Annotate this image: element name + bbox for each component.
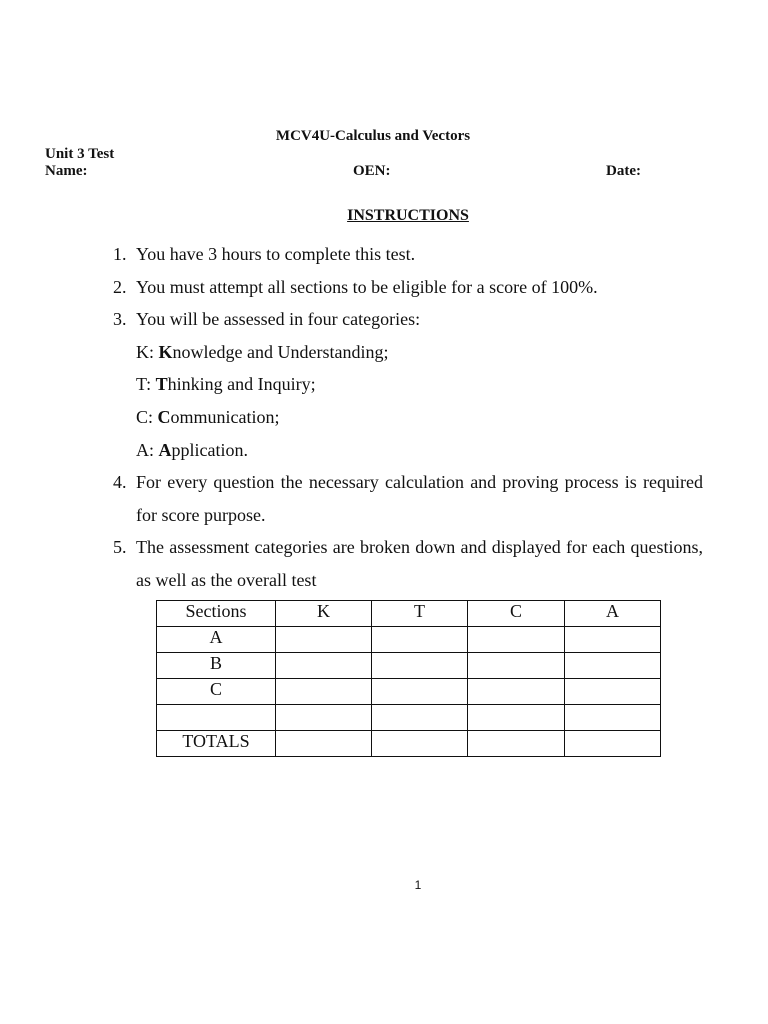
instructions-list [113,238,703,597]
instruction-item [113,531,703,596]
column-header: T [372,601,468,627]
date-label: Date: [606,163,641,179]
table-cell: TOTALS [157,731,276,757]
table-cell [468,731,565,757]
table-cell: A [157,627,276,653]
instruction-text: The assessment categories are broken down and displayed for each questions, as well as the overall test [136,537,703,590]
unit-title: Unit 3 Test [45,146,115,162]
table-cell [372,653,468,679]
table-cell [276,705,372,731]
table-cell [468,679,565,705]
table-cell [276,679,372,705]
category-rest: ommunication; [170,406,280,427]
table-cell [565,731,661,757]
category-rest: nowledge and Understanding; [172,341,389,362]
column-header: A [565,601,661,627]
table-cell [276,731,372,757]
table-row-totals [157,731,661,757]
table-cell [276,653,372,679]
table-cell [468,653,565,679]
table-cell: B [157,653,276,679]
table-cell [157,705,276,731]
category-initial: A [158,439,172,460]
table-cell [468,627,565,653]
table-cell [372,627,468,653]
table-cell [372,731,468,757]
instruction-item [113,466,703,531]
category-knowledge [113,336,703,369]
instruction-item [113,271,703,304]
category-prefix: K: [136,341,159,362]
column-header: C [468,601,565,627]
course-title: MCV4U-Calculus and Vectors [275,128,471,144]
category-prefix: C: [136,406,158,427]
category-initial: T [155,374,168,395]
instruction-number: 1. [113,244,127,264]
table-row [157,653,661,679]
table-cell [565,705,661,731]
instruction-number: 3. [113,309,127,330]
instruction-text: You must attempt all sections to be eligible for a score of 100%. [136,276,598,297]
instruction-item [113,238,703,271]
instruction-text: You have 3 hours to complete this test. [136,244,416,264]
table-cell [565,653,661,679]
table-cell [372,705,468,731]
column-header: K [276,601,372,627]
instruction-number: 2. [113,276,127,297]
table-header-row [157,601,661,627]
category-prefix: A: [136,439,159,460]
instruction-number: 5. [113,537,127,558]
category-communication [113,401,703,434]
table-cell: C [157,679,276,705]
name-label: Name: [45,163,88,179]
category-prefix: T: [136,374,156,395]
category-rest: pplication. [171,439,248,460]
table-row [157,705,661,731]
instruction-text: For every question the necessary calculation and proving process is required for score purpose. [136,472,703,525]
table-cell [565,627,661,653]
category-thinking [113,368,703,401]
table-cell [372,679,468,705]
instruction-item [113,303,703,336]
instruction-number: 4. [113,472,127,493]
instruction-text: You will be assessed in four categories: [136,309,421,330]
table-cell [565,679,661,705]
table-row [157,627,661,653]
category-initial: K [158,341,173,362]
table-cell [468,705,565,731]
category-initial: C [157,406,171,427]
instructions-heading: INSTRUCTIONS [347,207,469,224]
table-cell [276,627,372,653]
category-rest: hinking and Inquiry; [167,374,316,395]
score-table [156,600,661,757]
column-header: Sections [157,601,276,627]
oen-label: OEN: [353,163,391,179]
page-number: 1 [414,878,422,892]
category-application [113,434,703,467]
table-row [157,679,661,705]
